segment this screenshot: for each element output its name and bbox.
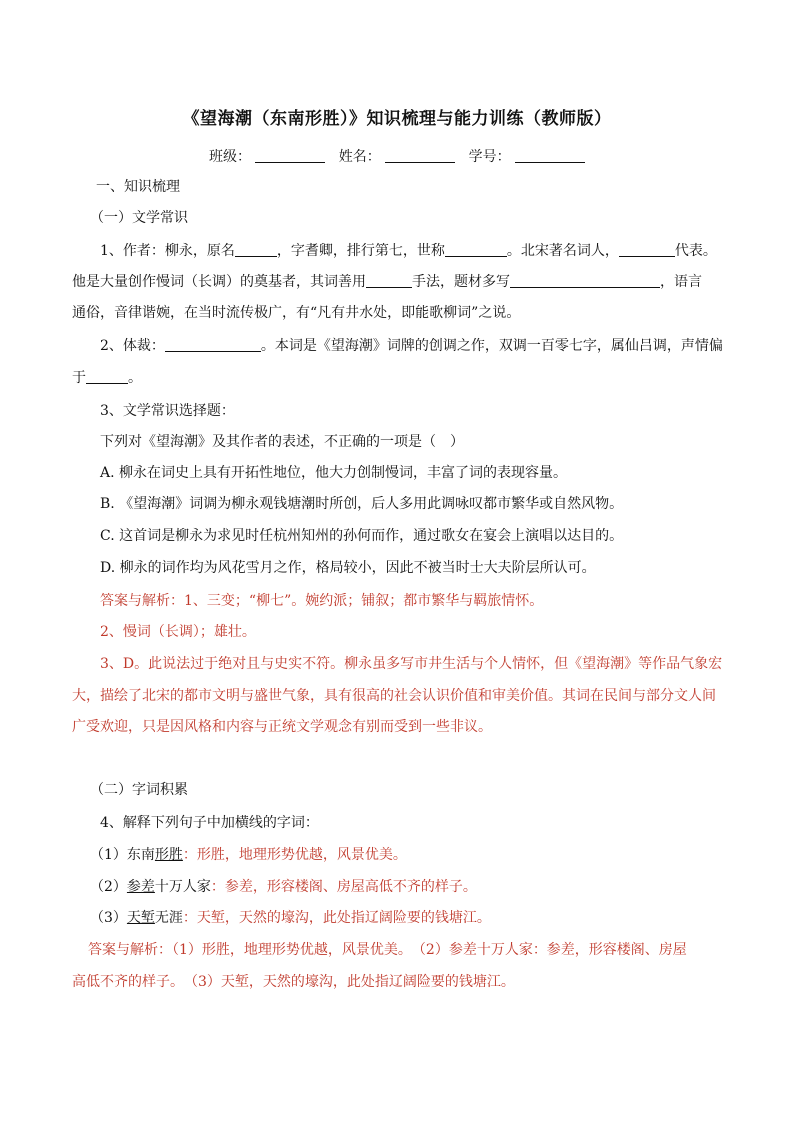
question-text: 代表。 [674,243,717,259]
answer-blank[interactable] [235,242,277,257]
question-text: ，语言 [660,274,702,290]
question-1-line-3: 通俗，音律谐婉，在当时流传极广，有“凡有井水处，即能歌柳词”之说。 [72,305,521,321]
student-info-line [0,146,794,166]
item-2 [90,877,724,897]
underlined-word: 参差 [126,879,155,895]
student-id-label: 学号： [468,149,511,165]
student-id-field[interactable] [515,148,585,163]
item-1 [90,845,724,865]
item-answer: ：参差，形容楼阁、房屋高低不齐的样子。 [210,879,477,895]
answer-3-line-1: 3、D。此说法过于绝对且与史实不符。柳永虽多写市井生活与个人情怀，但《望海潮》等作品气象宏 [100,656,723,672]
answer-1: 答案与解析：1、三变；“柳七”。婉约派；铺叙；都市繁华与羁旅情怀。 [100,593,544,609]
question-1-line-1 [100,241,724,261]
class-label: 班级： [208,149,251,165]
item-answer: ：天堑，天然的壕沟，此处指辽阔险要的钱塘江。 [182,910,491,926]
question-text: 手法，题材多写 [412,274,510,290]
underlined-word: 形胜 [154,847,183,863]
item-prefix: （3） [90,910,127,926]
option-d: D. 柳永的词作均为风花雪月之作，格局较小，因此不被当时士大夫阶层所认可。 [100,560,596,576]
question-text: 1、作者：柳永，原名 [100,243,235,259]
question-text: 。本词是《望海潮》词牌的创调之作，双调一百零七字，属仙吕调，声情偏 [260,338,723,354]
option-c: C. 这首词是柳永为求见时任杭州知州的孙何而作，通过歌女在宴会上演唱以达目的。 [100,528,624,544]
class-field[interactable] [255,148,325,163]
name-field[interactable] [385,148,455,163]
item-prefix: （1）东南 [90,847,155,863]
answer-blank[interactable] [86,369,128,384]
question-text: 。 [128,370,142,386]
underlined-word: 天堑 [126,910,155,926]
section-heading: 一、知识梳理 [96,179,180,195]
name-label: 姓名： [338,149,381,165]
item-text: 无涯 [154,910,183,926]
answer-blank[interactable] [366,273,412,288]
question-2-line-2 [72,368,724,388]
subsection-heading: （一）文学常识 [90,210,188,226]
answer-blank[interactable] [165,337,261,352]
item-answer: ：形胜，地理形势优越，风景优美。 [182,847,407,863]
question-text: 他是大量创作慢词（长调）的奠基者，其词善用 [72,274,366,290]
question-text: 于 [72,370,86,386]
option-a: A. 柳永在词史上具有开拓性地位，他大力创制慢词，丰富了词的表现容量。 [100,465,568,481]
question-text: 。北宋著名词人， [506,243,619,259]
item-text: 十万人家 [154,879,211,895]
answer-blank[interactable] [619,242,675,257]
document-title: 《望海潮（东南形胜）》知识梳理与能力训练（教师版） [182,109,612,129]
answer-blank[interactable] [510,273,660,288]
answer-4-line-1: 答案与解析：（1）形胜，地理形势优越，风景优美。 （2）参差十万人家：参差，形容楼阁、房屋 [88,942,687,958]
question-3-title: 3、文学常识选择题： [100,403,235,419]
answer-blank[interactable] [445,242,507,257]
subsection-heading-2: （二）字词积累 [90,782,188,798]
answer-3-line-2: 大，描绘了北宋的都市文明与盛世气象，具有很高的社会认识价值和审美价值。其词在民间与部分文人间 [72,688,716,704]
answer-3-line-3: 广受欢迎，只是因风格和内容与正统文学观念有别而受到一些非议。 [72,719,492,735]
item-3 [90,908,724,928]
question-text: 2、体裁： [100,338,165,354]
item-prefix: （2） [90,879,127,895]
answer-2: 2、慢词（长调）；雄壮。 [100,624,256,640]
question-3-stem: 下列对《望海潮》及其作者的表述，不正确的一项是（ ） [100,434,464,450]
question-4-title: 4、解释下列句子中加横线的字词： [100,815,319,831]
question-2-line-1 [100,336,724,356]
option-b: B. 《望海潮》词调为柳永观钱塘潮时所创，后人多用此调咏叹都市繁华或自然风物。 [100,496,624,512]
question-1-line-2 [72,272,724,292]
answer-4-line-2: 高低不齐的样子。 （3）天堑，天然的壕沟，此处指辽阔险要的钱塘江。 [72,974,515,990]
question-text: ，字耆卿，排行第七，世称 [276,243,445,259]
